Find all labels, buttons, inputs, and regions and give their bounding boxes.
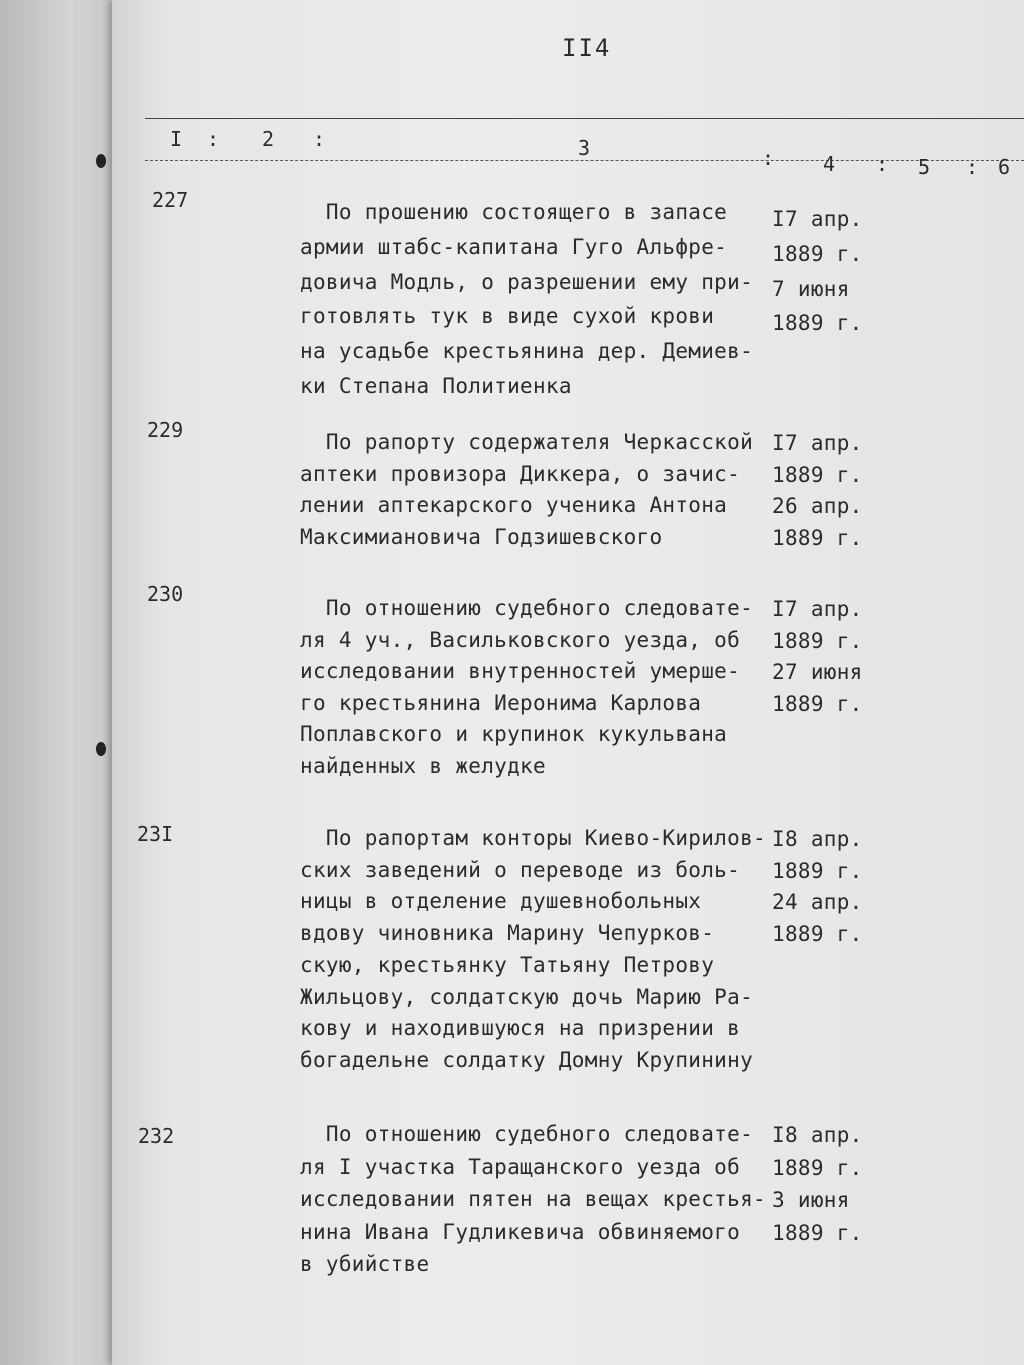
entry-date: 3 июня <box>772 1188 850 1212</box>
binding-hole <box>96 742 106 756</box>
header-top-rule <box>145 118 1024 119</box>
entry-text-line: вдову чиновника Марину Чепурков- <box>300 921 715 946</box>
entry-date: 27 июня <box>772 660 863 684</box>
entry-text-line: Максимиановича Годзишевского <box>300 524 663 549</box>
column-header: I <box>170 127 183 151</box>
entry-number: 230 <box>147 582 184 606</box>
entry-date: 1889 г. <box>772 241 863 266</box>
left-page-edge <box>0 0 118 1365</box>
entry-number: 232 <box>138 1124 175 1148</box>
entry-text-line: исследовании пятен на вещах крестья- <box>300 1187 766 1211</box>
column-header: 4 <box>823 152 836 176</box>
entry-text-line: ля 4 уч., Васильковского уезда, об <box>300 627 741 652</box>
entry-date: 1889 г. <box>772 628 863 653</box>
entry-date: 26 апр. <box>772 494 863 518</box>
entry-text-line: нина Ивана Гудликевича обвиняемого <box>300 1219 741 1244</box>
entry-text-line: лении аптекарского ученика Антона <box>300 493 728 517</box>
entry-date: 1889 г. <box>772 858 863 883</box>
entry-date: 1889 г. <box>772 1155 863 1180</box>
entry-number: 227 <box>152 188 189 212</box>
entry-number: 23I <box>137 822 174 846</box>
column-separator: : <box>207 127 220 151</box>
column-header: 6 <box>998 155 1011 179</box>
entry-date: 1889 г. <box>772 1220 863 1245</box>
entry-text-line: го крестьянина Иеронима Карлова <box>300 690 702 715</box>
entry-date: 1889 г. <box>772 691 863 716</box>
entry-text-line: на усадьбе крестьянина дер. Демиев- <box>300 339 754 364</box>
entry-date: 24 апр. <box>772 890 863 915</box>
column-header: 3 <box>578 136 591 160</box>
entry-number: 229 <box>147 418 184 442</box>
entry-text-line: найденных в желудке <box>300 753 546 778</box>
entry-text-line: скую, крестьянку Татьяну Петрову <box>300 952 715 977</box>
entry-text-line: По отношению судебного следовате- <box>300 596 754 620</box>
binding-hole <box>96 154 106 168</box>
entry-date: I7 апр. <box>772 431 863 455</box>
entry-text-line: довича Модль, о разрешении ему при- <box>300 269 754 294</box>
page-number: II4 <box>562 34 612 62</box>
entry-text-line: ницы в отделение душевнобольных <box>300 889 702 914</box>
entry-text-line: в убийстве <box>300 1252 430 1276</box>
entry-date: I8 апр. <box>772 1123 863 1147</box>
entry-date: 1889 г. <box>772 525 863 550</box>
entry-text-line: Поплавского и крупинок кукульвана <box>300 722 728 746</box>
entry-text-line: кову и находившуюся на призрении в <box>300 1016 741 1041</box>
entry-date: I7 апр. <box>772 207 863 231</box>
entry-date: 1889 г. <box>772 311 863 336</box>
entry-text-line: богадельне солдатку Домну Крупинину <box>300 1047 754 1072</box>
entry-text-line: готовлять тук в виде сухой крови <box>300 304 715 329</box>
column-separator: : <box>966 155 979 179</box>
column-separator: : <box>876 152 889 176</box>
entry-text-line: По рапортам конторы Киево-Кирилов- <box>300 826 766 850</box>
entry-date: I8 апр. <box>772 827 863 851</box>
entry-text-line: По рапорту содержателя Черкасской <box>300 430 754 454</box>
entry-text-line: По отношению судебного следовате- <box>300 1122 754 1146</box>
entry-date: 7 июня <box>772 276 850 301</box>
entry-text-line: исследовании внутренностей умерше- <box>300 659 741 683</box>
entry-date: I7 апр. <box>772 597 863 621</box>
column-separator: : <box>313 127 326 151</box>
entry-text-line: ки Степана Политиенка <box>300 374 572 398</box>
entry-text-line: По прошению состоящего в запасе <box>300 200 728 224</box>
header-bottom-rule <box>145 160 1024 161</box>
entry-text-line: ских заведений о переводе из боль- <box>300 857 741 882</box>
entry-text-line: армии штабс-капитана Гуго Альфре- <box>300 234 728 259</box>
column-separator: : <box>762 146 775 170</box>
column-header: 5 <box>918 155 931 179</box>
entry-text-line: аптеки провизора Диккера, о зачис- <box>300 461 741 486</box>
entry-date: 1889 г. <box>772 922 863 947</box>
entry-text-line: ля I участка Таращанского уезда об <box>300 1154 741 1179</box>
column-header: 2 <box>262 127 275 151</box>
entry-text-line: Жильцову, солдатскую дочь Марию Ра- <box>300 984 754 1009</box>
entry-date: 1889 г. <box>772 462 863 487</box>
